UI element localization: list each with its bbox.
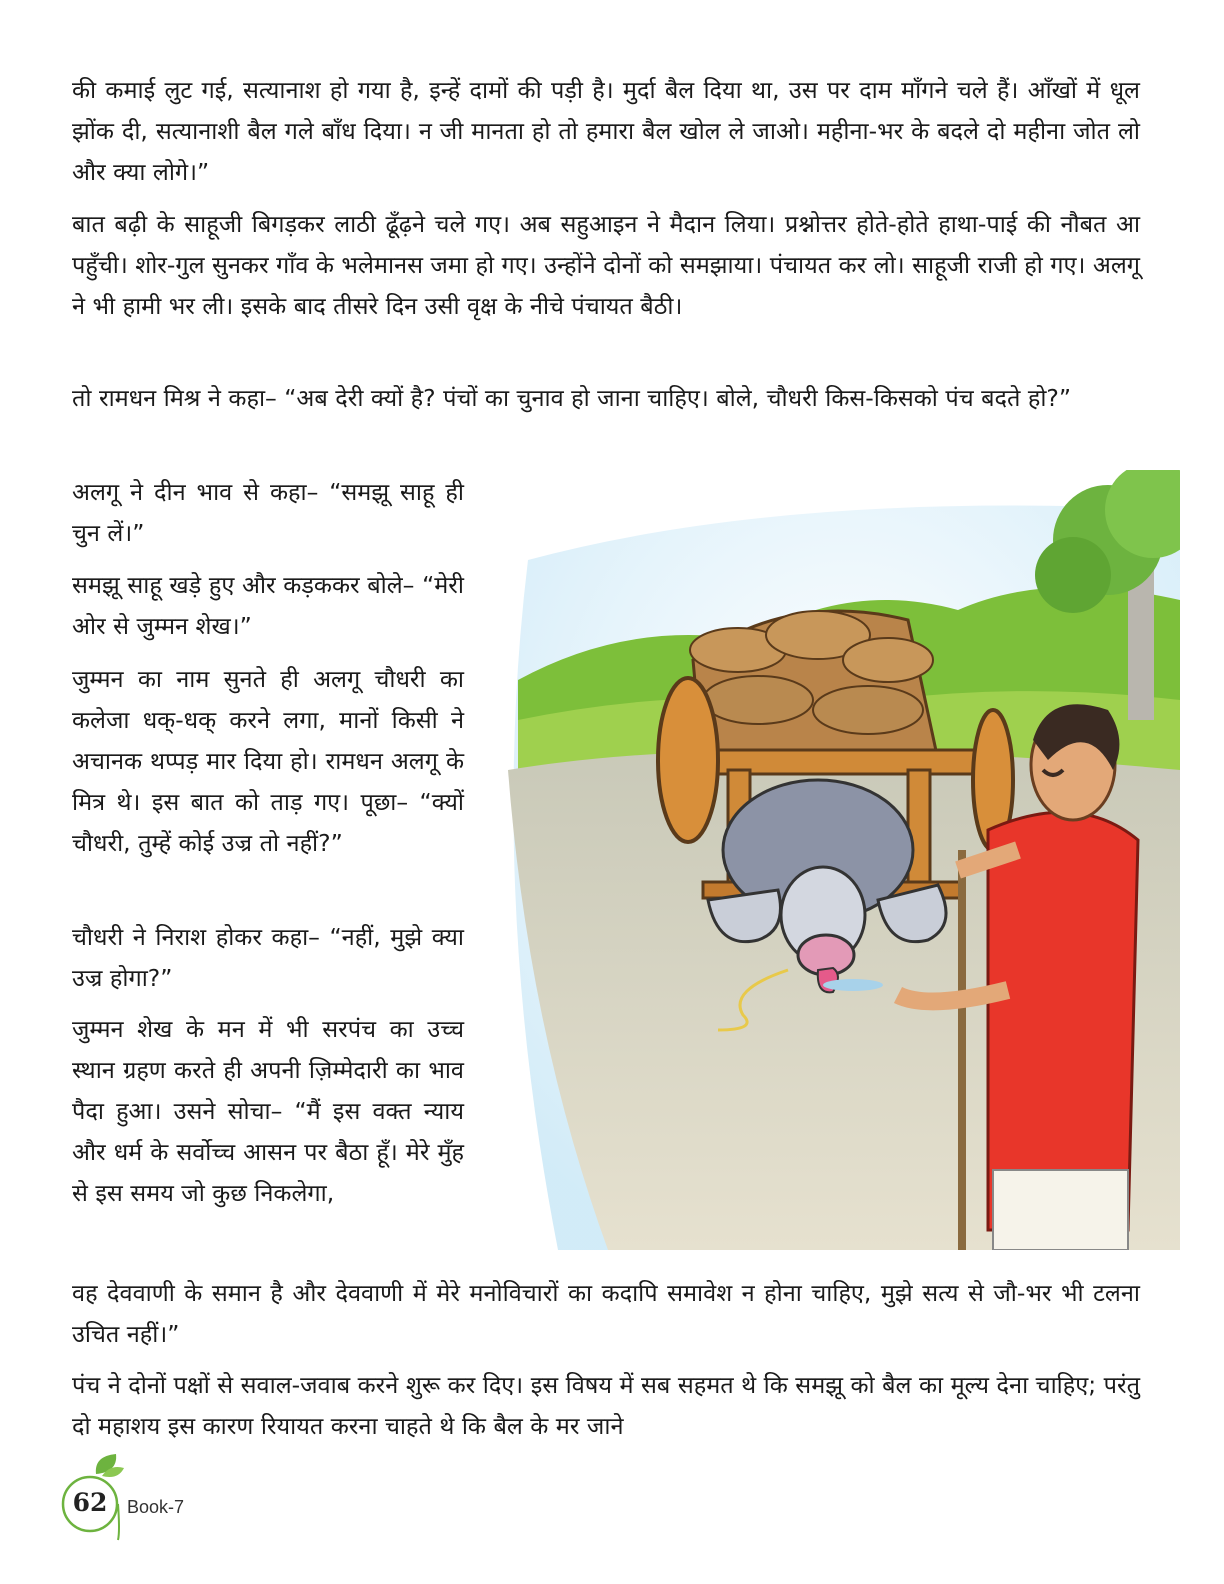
paragraph-8: जुम्मन शेख के मन में भी सरपंच का उच्च स्थान ग्रहण करते ही अपनी ज़िम्मेदारी का भाव पैदा हुआ। उसने सोचा– “मैं इस वक्त न्याय और धर्म के सर्वोच्च आसन पर बैठा हूँ। मेरे मुँह से इस समय जो कुछ निकलेगा, xyxy=(72,1015,464,1207)
story-illustration xyxy=(488,470,1180,1250)
page-number: 62 xyxy=(72,1488,108,1517)
paragraph-9: वह देववाणी के समान है और देववाणी में मेरे मनोविचारों का कदापि समावेश न होना चाहिए, मुझे सत्य से जौ-भर भी टलना उचित नहीं।” xyxy=(72,1279,1140,1348)
paragraph-5: समझू साहू खड़े हुए और कड़ककर बोले– “मेरी ओर से जुम्मन शेख।” xyxy=(72,571,464,640)
paragraph-6: जुम्मन का नाम सुनते ही अलगू चौधरी का कलेजा धक्-धक् करने लगा, मानों किसी ने अचानक थप्पड़ मार दिया हो। रामधन अलगू के मित्र थे। इस बात को ताड़ गए। पूछा– “क्यों चौधरी, तुम्हें कोई उज्र तो नहीं?” xyxy=(72,665,464,857)
paragraph-7: चौधरी ने निराश होकर कहा– “नहीं, मुझे क्या उज्र होगा?” xyxy=(72,923,464,992)
paragraph-4: अलगू ने दीन भाव से कहा– “समझू साहू ही चुन लें।” xyxy=(72,478,464,547)
paragraph-3: तो रामधन मिश्र ने कहा– “अब देरी क्यों है? पंचों का चुनाव हो जाना चाहिए। बोले, चौधरी किस-किसको पंच बदते हो?” xyxy=(72,384,1072,412)
paragraph-10: पंच ने दोनों पक्षों से सवाल-जवाब करने शुरू कर दिए। इस विषय में सब सहमत थे कि समझू को बैल का मूल्य देना चाहिए; परंतु दो महाशय इस कारण रियायत करना चाहते थे कि बैल के मर जाने xyxy=(72,1371,1140,1440)
book-label: Book-7 xyxy=(127,1497,185,1517)
paragraph-1: की कमाई लुट गई, सत्यानाश हो गया है, इन्हें दामों की पड़ी है। मुर्दा बैल दिया था, उस पर दाम माँगने चले हैं। आँखों में धूल झोंक दी, सत्यानाशी बैल गले बाँध दिया। न जी मानता हो तो हमारा बैल खोल ले जाओ। महीना-भर के बदले दो महीना जोत लो और क्या लोगे।” xyxy=(72,76,1140,186)
paragraph-2: बात बढ़ी के साहूजी बिगड़कर लाठी ढूँढ़ने चले गए। अब सहुआइन ने मैदान लिया। प्रश्नोत्तर होते-होते हाथा-पाई की नौबत आ पहुँची। शोर-गुल सुनकर गाँव के भलेमानस जमा हो गए। उन्होंने दोनों को समझाया। पंचायत कर लो। साहूजी राजी हो गए। अलगू ने भी हामी भर ली। इसके बाद तीसरे दिन उसी वृक्ष के नीचे पंचायत बैठी। xyxy=(72,210,1141,320)
